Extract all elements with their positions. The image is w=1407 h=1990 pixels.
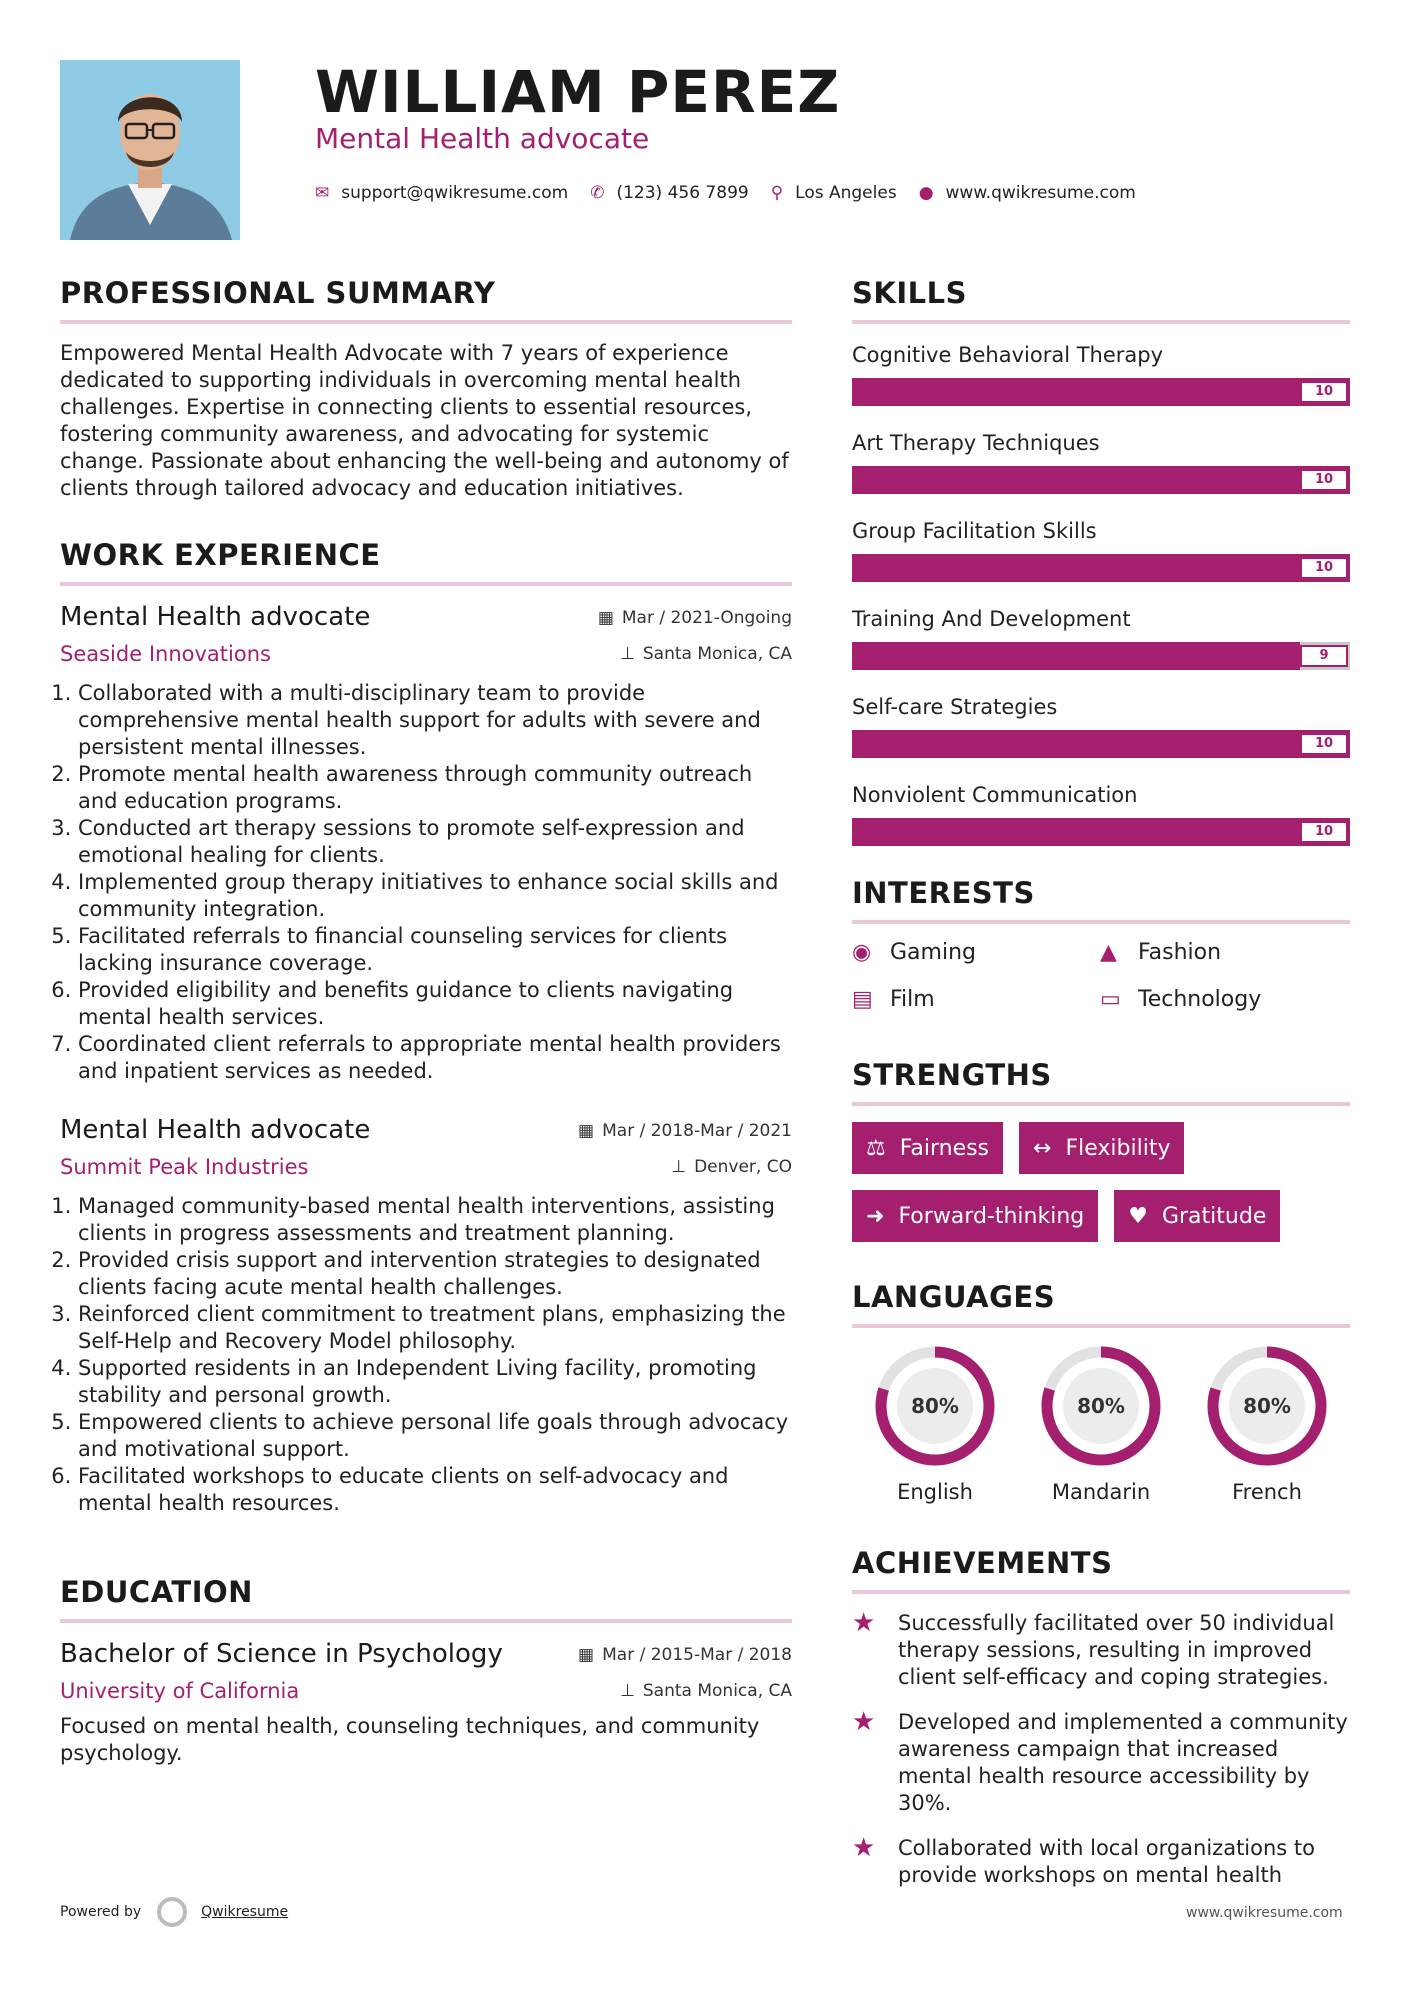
pushpin-icon: ⊥ — [620, 1681, 635, 1701]
skill-bar-fill — [852, 466, 1350, 494]
calendar-icon: ▦ — [578, 1645, 595, 1665]
watermark: www.qwikresume.com — [1186, 1905, 1343, 1921]
skills-section — [852, 276, 1350, 846]
education-date — [578, 1645, 792, 1665]
contact-email[interactable]: support@qwikresume.com — [341, 183, 569, 203]
list-item: 6. Provided eligibility and benefits guidance to clients navigating mental health services. — [78, 977, 792, 1031]
achievements-section — [852, 1546, 1350, 1889]
job-bullets — [60, 1193, 792, 1517]
job-entry — [60, 602, 792, 1085]
skill-item — [852, 692, 1350, 758]
skill-bar-fill — [852, 554, 1350, 582]
interest-item — [852, 940, 1100, 965]
calendar-icon: ▦ — [578, 1121, 595, 1141]
star-icon: ★ — [852, 1707, 876, 1737]
section-divider — [60, 320, 792, 324]
contact-location: Los Angeles — [795, 183, 897, 203]
skill-bar — [852, 554, 1350, 582]
achievement-item — [852, 1835, 1350, 1889]
language-name: English — [897, 1480, 973, 1504]
experience-heading: WORK EXPERIENCE — [60, 538, 381, 572]
envelope-icon: ✉ — [315, 183, 330, 203]
job-title: Mental Health advocate — [60, 1115, 371, 1145]
skill-name: Group Facilitation Skills — [852, 519, 1097, 543]
avatar — [60, 60, 240, 240]
achievement-text: Successfully facilitated over 50 individual therapy sessions, resulting in improved client self-efficacy and coping strategies. — [898, 1611, 1335, 1689]
language-item — [1018, 1344, 1184, 1504]
shopping-bag-icon: ▲ — [1100, 940, 1117, 965]
film-icon: ▤ — [852, 987, 873, 1012]
skill-name: Self-care Strategies — [852, 695, 1058, 719]
interest-item — [1100, 987, 1348, 1012]
language-name: Mandarin — [1051, 1480, 1151, 1504]
candidate-role: Mental Health advocate — [315, 122, 650, 155]
skill-bar-fill — [852, 378, 1350, 406]
skill-name: Art Therapy Techniques — [852, 431, 1100, 455]
star-icon: ★ — [852, 1608, 876, 1638]
job-date — [598, 608, 792, 628]
strengths-list — [852, 1122, 1350, 1242]
skill-score: 10 — [1300, 821, 1348, 843]
education-location-text: Santa Monica, CA — [642, 1681, 792, 1701]
section-divider — [852, 320, 1350, 324]
list-item: 4. Supported residents in an Independent Living facility, promoting stability and personal growth. — [78, 1355, 792, 1409]
strengths-section — [852, 1058, 1350, 1242]
qwikresume-logo-icon — [157, 1897, 187, 1927]
interest-item — [852, 987, 1100, 1012]
skill-name: Nonviolent Communication — [852, 783, 1138, 807]
profile-photo — [60, 60, 240, 240]
education-heading: EDUCATION — [60, 1575, 253, 1609]
job-location-text: Santa Monica, CA — [642, 644, 792, 664]
candidate-name: WILLIAM PEREZ — [315, 58, 841, 126]
gamepad-icon: ◉ — [852, 940, 872, 965]
strength-tag — [1114, 1190, 1280, 1242]
list-item: 7. Coordinated client referrals to appropriate mental health providers and inpatient services as needed. — [78, 1031, 792, 1085]
skill-score: 9 — [1300, 645, 1348, 667]
achievements-heading: ACHIEVEMENTS — [852, 1546, 1113, 1580]
qwikresume-link[interactable]: Qwikresume — [201, 1904, 289, 1920]
skills-list — [852, 340, 1350, 846]
strengths-heading: STRENGTHS — [852, 1058, 1052, 1092]
calendar-icon: ▦ — [597, 608, 614, 628]
section-divider — [852, 1324, 1350, 1328]
skill-item — [852, 340, 1350, 406]
language-ring — [873, 1344, 997, 1468]
job-location-text: Denver, CO — [694, 1157, 792, 1177]
footer — [60, 1897, 288, 1927]
interest-item — [1100, 940, 1348, 965]
school-name: University of California — [60, 1679, 300, 1703]
degree-title: Bachelor of Science in Psychology — [60, 1639, 503, 1669]
skill-bar-fill — [852, 642, 1300, 670]
list-item: 3. Reinforced client commitment to treatment plans, emphasizing the Self-Help and Recovery Model philosophy. — [78, 1301, 792, 1355]
job-bullets — [60, 680, 792, 1085]
language-item — [852, 1344, 1018, 1504]
education-description: Focused on mental health, counseling techniques, and community psychology. — [60, 1714, 760, 1765]
skill-score: 10 — [1300, 381, 1348, 403]
job-date — [578, 1121, 792, 1141]
globe-icon: ● — [918, 183, 934, 203]
strength-label: Flexibility — [1065, 1135, 1171, 1161]
interest-label: Film — [890, 987, 935, 1012]
left-column — [60, 276, 792, 1767]
strength-label: Gratitude — [1161, 1203, 1267, 1229]
skill-bar — [852, 466, 1350, 494]
star-icon: ★ — [852, 1833, 876, 1863]
strength-label: Forward-thinking — [898, 1203, 1085, 1229]
job-date-text: Mar / 2021-Ongoing — [621, 608, 792, 628]
language-ring — [1039, 1344, 1163, 1468]
skill-score: 10 — [1300, 557, 1348, 579]
section-divider — [60, 1619, 792, 1623]
languages-section — [852, 1280, 1350, 1504]
job-title: Mental Health advocate — [60, 602, 371, 632]
interest-label: Gaming — [890, 940, 976, 965]
pushpin-icon: ⊥ — [671, 1157, 687, 1177]
job-date-text: Mar / 2018-Mar / 2021 — [602, 1121, 792, 1141]
summary-text: Empowered Mental Health Advocate with 7 years of experience dedicated to supporting individuals in overcoming mental health challenges. Expertise in connecting clients to essential resources, fostering community awareness, and advocating for systemic change. Passionate about enhancing the well-being and autonomy of clients through tailored advocacy and education initiatives. — [60, 341, 789, 500]
skill-item — [852, 516, 1350, 582]
skill-bar — [852, 378, 1350, 406]
education-entry — [60, 1639, 792, 1767]
language-percent: 80% — [911, 1394, 959, 1418]
list-item: 3. Conducted art therapy sessions to promote self-expression and emotional healing for clients. — [78, 815, 792, 869]
map-pin-icon: ⚲ — [770, 183, 784, 203]
job-company: Seaside Innovations — [60, 642, 271, 666]
section-divider — [852, 1102, 1350, 1106]
language-item — [1184, 1344, 1350, 1504]
language-name: French — [1232, 1480, 1302, 1504]
contact-bar — [315, 178, 1158, 208]
skill-score: 10 — [1300, 733, 1348, 755]
heart-icon: ♥ — [1128, 1203, 1148, 1229]
skill-item — [852, 780, 1350, 846]
list-item: 6. Facilitated workshops to educate clients on self-advocacy and mental health resources. — [78, 1463, 792, 1517]
section-divider — [60, 582, 792, 586]
contact-website[interactable]: www.qwikresume.com — [945, 183, 1136, 203]
interest-label: Fashion — [1138, 940, 1222, 965]
arrow-right-icon: ➜ — [866, 1203, 885, 1229]
skill-bar-fill — [852, 818, 1350, 846]
skill-score: 10 — [1300, 469, 1348, 491]
skill-bar — [852, 818, 1350, 846]
job-location — [620, 644, 792, 664]
strength-label: Fairness — [899, 1135, 990, 1161]
balance-scale-icon: ⚖ — [866, 1135, 886, 1161]
education-section — [60, 1575, 792, 1767]
interests-heading: INTERESTS — [852, 876, 1035, 910]
list-item: 1. Managed community-based mental health interventions, assisting clients in progress assessments and treatment planning. — [78, 1193, 792, 1247]
achievement-item — [852, 1610, 1350, 1691]
education-date-text: Mar / 2015-Mar / 2018 — [602, 1645, 792, 1665]
strength-tag — [852, 1190, 1098, 1242]
contact-phone[interactable]: (123) 456 7899 — [616, 183, 749, 203]
language-percent: 80% — [1243, 1394, 1291, 1418]
languages-list — [852, 1344, 1350, 1504]
powered-by-label: Powered by — [60, 1904, 142, 1920]
achievement-text: Developed and implemented a community awareness campaign that increased mental health resource accessibility by 30%. — [898, 1710, 1348, 1815]
phone-icon: ✆ — [590, 183, 605, 203]
arrows-horizontal-icon: ↔ — [1033, 1135, 1052, 1161]
language-ring — [1205, 1344, 1329, 1468]
strength-tag — [852, 1122, 1003, 1174]
interest-label: Technology — [1138, 987, 1262, 1012]
right-column — [852, 276, 1350, 1907]
list-item: 4. Implemented group therapy initiatives to enhance social skills and community integration. — [78, 869, 792, 923]
skill-item — [852, 428, 1350, 494]
list-item: 5. Empowered clients to achieve personal life goals through advocacy and motivational support. — [78, 1409, 792, 1463]
interests-list — [852, 940, 1350, 1012]
pushpin-icon: ⊥ — [620, 644, 635, 664]
education-location — [620, 1681, 792, 1701]
achievement-item — [852, 1709, 1350, 1817]
language-percent: 80% — [1077, 1394, 1125, 1418]
list-item: 2. Provided crisis support and intervention strategies to designated clients facing acute mental health challenges. — [78, 1247, 792, 1301]
list-item: 1. Collaborated with a multi-disciplinary team to provide comprehensive mental health support for adults with severe and persistent mental illnesses. — [78, 680, 792, 761]
skill-bar — [852, 642, 1350, 670]
job-entry — [60, 1115, 792, 1517]
languages-heading: LANGUAGES — [852, 1280, 1056, 1314]
job-location — [671, 1157, 792, 1177]
achievement-text: Collaborated with local organizations to provide workshops on mental health — [898, 1836, 1315, 1887]
summary-heading: PROFESSIONAL SUMMARY — [60, 276, 496, 310]
skill-bar-fill — [852, 730, 1350, 758]
interests-section — [852, 876, 1350, 1012]
strength-tag — [1019, 1122, 1184, 1174]
skills-heading: SKILLS — [852, 276, 967, 310]
section-divider — [852, 920, 1350, 924]
skill-item — [852, 604, 1350, 670]
summary-section — [60, 276, 792, 502]
job-company: Summit Peak Industries — [60, 1155, 309, 1179]
skill-name: Cognitive Behavioral Therapy — [852, 343, 1164, 367]
skill-name: Training And Development — [852, 607, 1131, 631]
list-item: 5. Facilitated referrals to financial counseling services for clients lacking insurance coverage. — [78, 923, 792, 977]
laptop-icon: ▭ — [1100, 987, 1121, 1012]
skill-bar — [852, 730, 1350, 758]
list-item: 2. Promote mental health awareness through community outreach and education programs. — [78, 761, 792, 815]
section-divider — [852, 1590, 1350, 1594]
experience-section — [60, 538, 792, 1517]
